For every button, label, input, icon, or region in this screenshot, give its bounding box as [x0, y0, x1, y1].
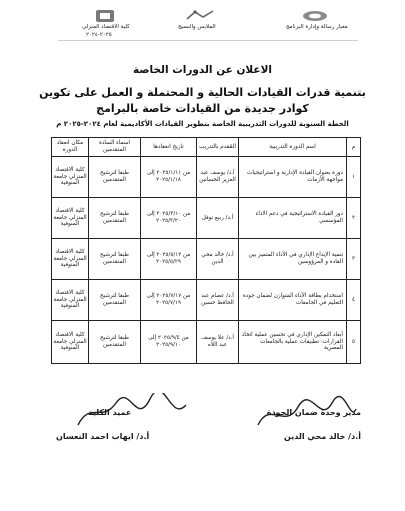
row-num: ٢ [347, 198, 361, 239]
row-attendees: طبقا لترشيح المتقدمين [89, 157, 141, 198]
row-place: كلية الاقتصاد المنزلي جامعة المنوفية [52, 198, 89, 239]
header-date: تاريخ انعقادها [141, 138, 197, 157]
row-course: أبعاد التمكين الإداري في تحسين عملية اتخاذ القرارات: تطبيقات عملية بالجامعات المصرية [239, 321, 347, 364]
quality-director-title: مدير وحدة ضمان الجودة [266, 408, 361, 417]
row-trainer: أ.د/ ربيع نوفل [197, 198, 239, 239]
header-course: اسم الدورة التدريبية [239, 138, 347, 157]
header-trainer: المُقدم بالتدريب [197, 138, 239, 157]
row-place: كلية الاقتصاد المنزلي جامعة المنوفية [52, 321, 89, 364]
row-course: دورة بعنوان القيادة الإدارية و استراتيجيات مواجهة الأزمات [239, 157, 347, 198]
row-attendees: طبقا لترشيح المتقدمين [89, 280, 141, 321]
table-header-row [52, 138, 361, 157]
header-divider [58, 40, 358, 41]
quality-director-name: أ.د/ خالد محي الدين [284, 432, 361, 441]
table-row [52, 321, 361, 364]
main-title: الاعلان عن الدورات الخاصة [132, 64, 272, 76]
row-course: دور القيادة الاستراتيجية في دعم الاداء المؤسسي [239, 198, 347, 239]
row-num: ٤ [347, 280, 361, 321]
header-num: م [347, 138, 361, 157]
quality-logo [300, 8, 330, 22]
row-num: ١ [347, 157, 361, 198]
header-standard: معيار رسالة وإدارة البرنامج [286, 24, 348, 30]
row-date: من ٢٠٢٥/٩/٤ إلى ٢٠٢٥/٩/١٠ [141, 321, 197, 364]
header-department: الملابس والنسيج [178, 24, 216, 30]
subtitle-line-1: بتنمية قدرات القيادات الحالية و المحتملة و العمل على تكوين [39, 86, 366, 99]
row-place: كلية الاقتصاد المنزلي جامعة المنوفية [52, 239, 89, 280]
row-num: ٣ [347, 239, 361, 280]
row-date: من ٢٠٢٥/٧/١٧ إلى ٢٠٢٥/٧/١٩ [141, 280, 197, 321]
row-place: كلية الاقتصاد المنزلي جامعة المنوفية [52, 157, 89, 198]
row-course: تنمية الإبداع الإداري في الأداء المتميز بين القادة و المرؤوسين [239, 239, 347, 280]
header-place: مكان انعقاد الدورة [52, 138, 89, 157]
header-year: ٢٠٢٥-٢٠٢٤ [86, 32, 112, 38]
row-trainer: أ.د/ عصام عبد الحافظ حسين [197, 280, 239, 321]
header-attendees: اسماء السادة المتقدمين [89, 138, 141, 157]
dean-title: عميد الكلية [88, 408, 132, 417]
row-trainer: أ.د/ يوسف عبد العزيز الحسانين [197, 157, 239, 198]
courses-table [51, 137, 361, 364]
header-faculty-name: كلية الاقتصاد المنزلي [82, 24, 130, 30]
plan-title: الخطة السنوية للدورات التدريبية الخاصة بتطوير القيادات الأكاديمية لعام ٢٠٢٤-٢٠٢٥ م [56, 120, 349, 128]
table-row [52, 198, 361, 239]
row-date: من ٢٠٢٥/٥/١٢ إلى ٢٠٢٥/٥/٢٩ [141, 239, 197, 280]
table-row [52, 239, 361, 280]
row-trainer: أ.د/ خالد محي الدين [197, 239, 239, 280]
row-date: من ٢٠٢٥/١/١١ إلى ٢٠٢٥/١/١٨ [141, 157, 197, 198]
dean-name: أ.د/ ايهاب احمد النعسان [56, 432, 150, 441]
faculty-logo [90, 8, 120, 22]
department-logo [185, 8, 215, 22]
table-row [52, 280, 361, 321]
row-attendees: طبقا لترشيح المتقدمين [89, 239, 141, 280]
row-attendees: طبقا لترشيح المتقدمين [89, 321, 141, 364]
row-course: استخدام بطاقة الأداء المتوازن لضمان جودة التعليم في الجامعات [239, 280, 347, 321]
row-attendees: طبقا لترشيح المتقدمين [89, 198, 141, 239]
subtitle-line-2: كوادر جديدة من القيادات خاصة بالبرامج [96, 102, 309, 115]
row-trainer: أ.د/ علا يوسف عبد اللاه [197, 321, 239, 364]
row-date: من ٢٠٢٥/٣/١٠ إلى ٢٠٢٥/٣/٢٠ [141, 198, 197, 239]
row-num: ٥ [347, 321, 361, 364]
table-row [52, 157, 361, 198]
row-place: كلية الاقتصاد المنزلي جامعة المنوفية [52, 280, 89, 321]
